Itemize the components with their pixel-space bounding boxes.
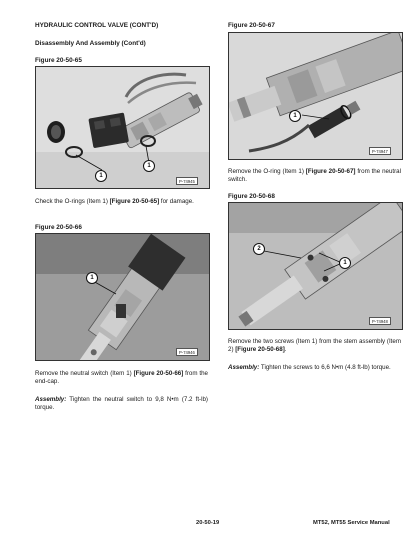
section-title: HYDRAULIC CONTROL VALVE (CONT'D) [35,22,159,29]
figure-photo-68 [228,202,403,330]
figure-caption-66: Figure 20-50-66 [35,224,82,231]
callout-1b: 1 [143,160,155,172]
paragraph-check-orings: Check the O-rings (Item 1) [Figure 20-50-65] for damage. [35,198,194,205]
paragraph-remove-screws: Remove the two screws (Item 1) from the stem assembly (Item 2) [Figure 20-50-68]. [228,338,401,354]
paragraph-remove-switch: Remove the neutral switch (Item 1) [Figure 20-50-66] from the end-cap. [35,370,208,386]
paragraph-assembly-screws: Assembly: Tighten the screws to 6,6 N•m (4.8 ft-lb) torque. [228,364,391,371]
photo-id-68: P-74948 [369,317,391,325]
photo-id-67: P-74947 [369,147,391,155]
paragraph-remove-oring: Remove the O-ring (Item 1) [Figure 20-50-67] from the neutral switch. [228,168,401,184]
callout-1: 1 [339,257,351,269]
callout-1: 1 [86,272,98,284]
callout-1a: 1 [95,170,107,182]
figure-caption-67: Figure 20-50-67 [228,22,275,29]
figure-caption-65: Figure 20-50-65 [35,57,82,64]
figure-photo-66 [35,233,210,361]
figure-photo-65 [35,66,210,189]
callout-2: 2 [253,243,265,255]
page-number: 20-50-19 [196,520,220,526]
subsection-title: Disassembly And Assembly (Cont'd) [35,40,146,47]
photo-id-66: P-74946 [176,348,198,356]
photo-id-65: P-74945 [176,177,198,185]
callout-1: 1 [289,110,301,122]
manual-title: MT52, MT55 Service Manual [313,520,390,526]
figure-caption-68: Figure 20-50-68 [228,193,275,200]
paragraph-assembly-switch: Assembly: Tighten the neutral switch to 9,8 N•m (7.2 ft-lb) torque. [35,396,208,412]
figure-photo-67 [228,32,403,160]
